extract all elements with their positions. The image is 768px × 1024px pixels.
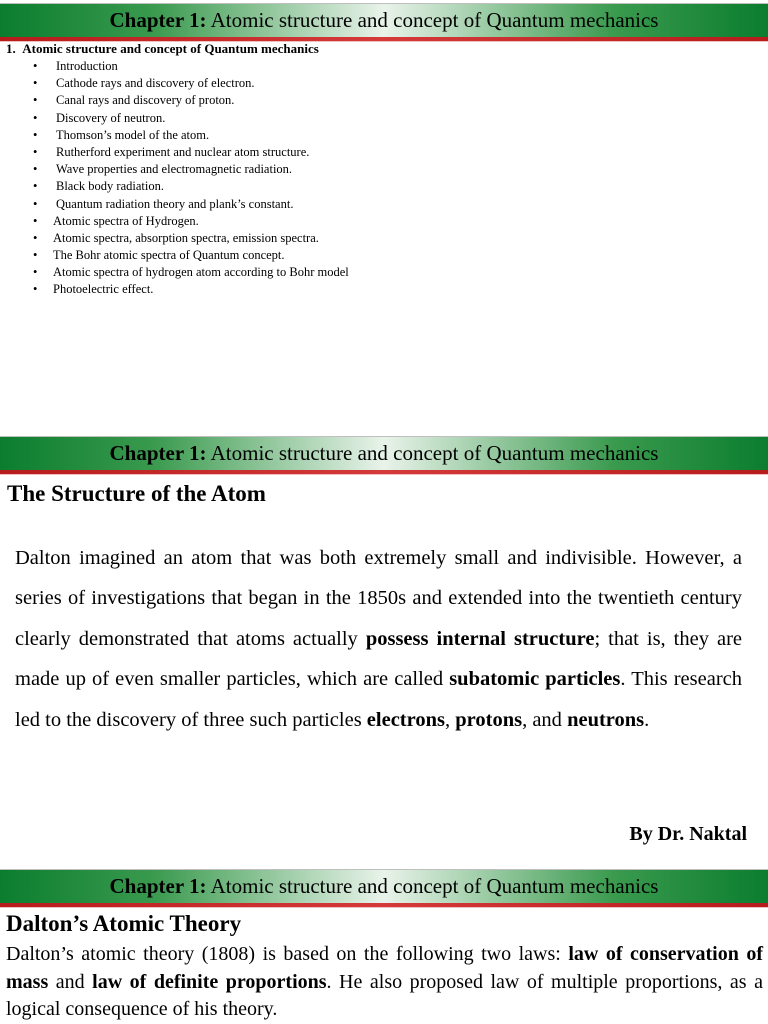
bullet: • xyxy=(33,230,38,245)
banner-title: Atomic structure and concept of Quantum mechanics xyxy=(210,8,659,32)
bold-term: law of conservation of mass xyxy=(6,943,763,993)
list-item: • Canal rays and discovery of proton. xyxy=(0,92,768,109)
bullet: • xyxy=(33,179,38,194)
banner-lead: Chapter 1: xyxy=(109,441,207,465)
contents-heading: 1. Atomic structure and concept of Quantum mechanics xyxy=(6,41,319,56)
dalton-paragraph: Dalton’s atomic theory (1808) is based on the following two laws: law of conservation of mass and law of definite proportions. He also proposed law of multiple proportions, as a logical consequence of his theory. xyxy=(6,943,763,1020)
list-item: • Introduction xyxy=(0,58,768,75)
bold-term: electrons xyxy=(366,708,445,731)
banner-lead: Chapter 1: xyxy=(109,8,207,32)
banner-lead: Chapter 1: xyxy=(109,874,207,898)
section-title-daltons-theory: Dalton’s Atomic Theory xyxy=(6,911,242,936)
list-item: • Rutherford experiment and nuclear atom structure. xyxy=(0,144,768,161)
bullet: • xyxy=(33,265,38,280)
bold-term: neutrons xyxy=(567,708,645,731)
chapter-banner-1 xyxy=(0,3,768,37)
list-item: • Photoelectric effect. xyxy=(0,281,768,298)
list-item: • Wave properties and electromagnetic radiation. xyxy=(0,161,768,178)
author-byline: By Dr. Naktal xyxy=(629,823,747,845)
bullet: • xyxy=(33,76,38,91)
contents-list xyxy=(0,58,768,299)
chapter-banner-2 xyxy=(0,436,768,470)
list-item: • Atomic spectra of hydrogen atom according to Bohr model xyxy=(0,264,768,281)
red-rule-2 xyxy=(0,470,768,474)
bullet: • xyxy=(33,196,38,211)
bullet: • xyxy=(33,144,38,159)
bullet: • xyxy=(33,93,38,108)
section-title-structure-of-atom: The Structure of the Atom xyxy=(7,481,266,506)
list-item: • Quantum radiation theory and plank’s constant. xyxy=(0,196,768,213)
list-item: • Thomson’s model of the atom. xyxy=(0,127,768,144)
contents-section xyxy=(0,40,768,299)
bullet: • xyxy=(33,213,38,228)
bullet: • xyxy=(33,282,38,297)
structure-paragraph: Dalton imagined an atom that was both extremely small and indivisible. However, a series of investigations that began in the 1850s and extended into the twentieth century clearly demonstrated that atoms actually possess internal structure; that is, they are made up of even smaller particles, which are called subatomic particles. This research led to the discovery of three such particles electrons, protons, and neutrons. xyxy=(15,547,743,731)
list-item: • Atomic spectra, absorption spectra, emission spectra. xyxy=(0,230,768,247)
list-item: • Cathode rays and discovery of electron. xyxy=(0,75,768,92)
list-item: • Black body radiation. xyxy=(0,178,768,195)
list-item: • The Bohr atomic spectra of Quantum concept. xyxy=(0,247,768,264)
bold-term: possess internal structure xyxy=(365,627,595,650)
list-item: • Discovery of neutron. xyxy=(0,110,768,127)
bold-term: protons xyxy=(455,708,523,731)
bullet: • xyxy=(33,162,38,177)
list-item: • Atomic spectra of Hydrogen. xyxy=(0,213,768,230)
red-rule-3 xyxy=(0,903,768,907)
bullet: • xyxy=(33,127,38,142)
banner-title: Atomic structure and concept of Quantum mechanics xyxy=(210,441,659,465)
chapter-banner-3 xyxy=(0,869,768,903)
bullet: • xyxy=(33,110,38,125)
bold-term: law of definite proportions xyxy=(92,970,327,993)
banner-title: Atomic structure and concept of Quantum mechanics xyxy=(210,874,659,898)
bullet: • xyxy=(33,59,38,73)
bullet: • xyxy=(33,248,38,263)
bold-term: subatomic particles xyxy=(449,668,621,691)
